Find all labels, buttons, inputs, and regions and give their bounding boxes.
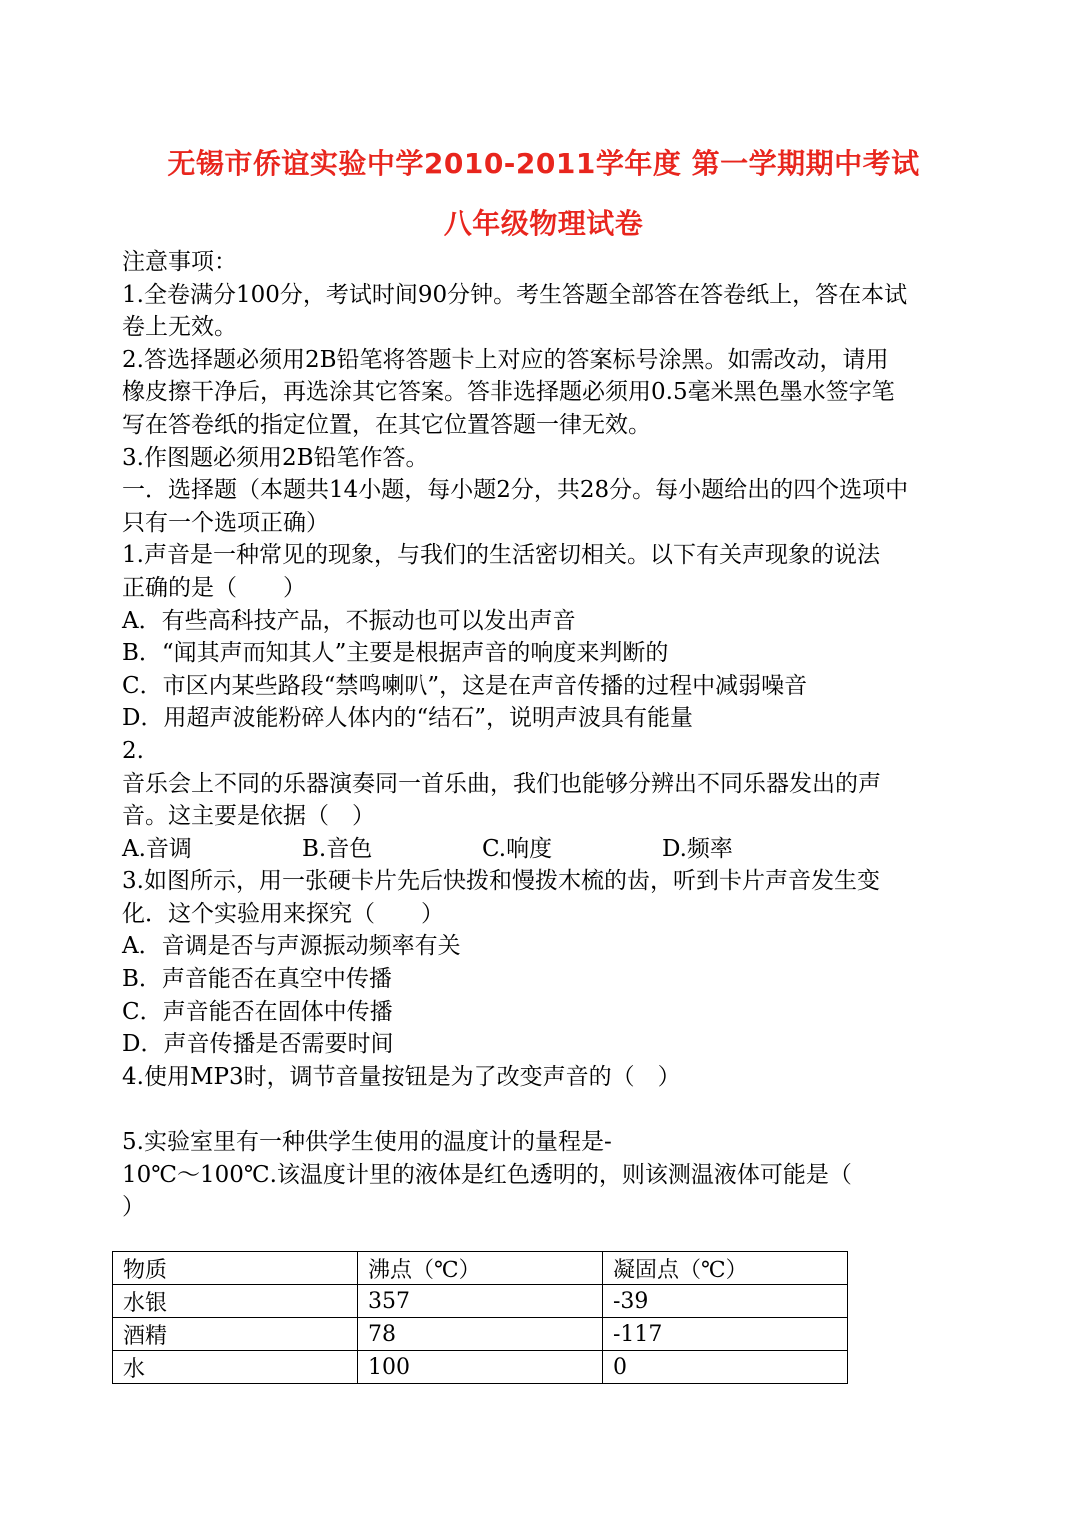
notice-line: 写在答卷纸的指定位置，在其它位置答题一律无效。 <box>122 411 651 438</box>
question-5-stem: ） <box>122 1194 145 1221</box>
exam-title: 无锡市侨谊实验中学2010-2011学年度 第一学期期中考试 <box>167 147 920 180</box>
exam-subtitle: 八年级物理试卷 <box>443 207 644 240</box>
question-2-option-a: A.音调 <box>122 835 192 862</box>
question-1-option-b: B．“闻其声而知其人”主要是根据声音的响度来判断的 <box>122 640 669 667</box>
blank-line <box>122 1093 967 1126</box>
question-1-stem: 正确的是（ ） <box>122 574 306 601</box>
table-cell: 水银 <box>113 1285 358 1318</box>
substance-table <box>112 1251 848 1384</box>
table-cell: 78 <box>358 1318 603 1351</box>
table-cell: 357 <box>358 1285 603 1318</box>
exam-content <box>122 246 967 1224</box>
table-header-row <box>113 1252 848 1285</box>
table-row <box>113 1351 848 1384</box>
question-2-options <box>122 833 967 866</box>
question-2-option-c: C.响度 <box>482 835 553 862</box>
notice-heading: 注意事项： <box>122 249 237 275</box>
table-cell: 酒精 <box>113 1318 358 1351</box>
question-1-option-c: C．市区内某些路段“禁鸣喇叭”，这是在声音传播的过程中减弱噪音 <box>122 672 808 699</box>
notice-line: 1.全卷满分100分，考试时间90分钟。考生答题全部答在答卷纸上，答在本试 <box>122 281 908 308</box>
table-row <box>113 1318 848 1351</box>
question-1-option-d: D．用超声波能粉碎人体内的“结石”，说明声波具有能量 <box>122 705 693 732</box>
question-3-stem: 3.如图所示，用一张硬卡片先后快拨和慢拨木梳的齿，听到卡片声音发生变 <box>122 868 880 895</box>
substance-table-wrapper <box>112 1251 848 1384</box>
question-5-stem: 5.实验室里有一种供学生使用的温度计的量程是- <box>122 1129 612 1156</box>
question-1-stem: 1.声音是一种常见的现象，与我们的生活密切相关。以下有关声现象的说法 <box>122 542 880 569</box>
table-cell: 0 <box>603 1351 848 1384</box>
section-heading: 只有一个选项正确） <box>122 509 329 536</box>
question-2-stem: 音乐会上不同的乐器演奏同一首乐曲，我们也能够分辨出不同乐器发出的声 <box>122 770 881 797</box>
table-cell: 100 <box>358 1351 603 1384</box>
question-3-stem: 化．这个实验用来探究（ ） <box>122 900 444 927</box>
question-2-number: 2. <box>122 737 144 764</box>
question-3-option-b: B．声音能否在真空中传播 <box>122 966 392 993</box>
table-cell: 水 <box>113 1351 358 1384</box>
question-4-stem: 4.使用MP3时，调节音量按钮是为了改变声音的（ ） <box>122 1063 681 1090</box>
notice-line: 3.作图题必须用2B铅笔作答。 <box>122 444 429 471</box>
question-2-stem: 音。这主要是依据（ ） <box>122 803 375 830</box>
notice-line: 橡皮擦干净后，再选涂其它答案。答非选择题必须用0.5毫米黑色墨水签字笔 <box>122 379 895 406</box>
question-2-option-d: D.频率 <box>662 835 733 862</box>
table-header-cell: 物质 <box>113 1252 358 1285</box>
table-header-cell: 凝固点（℃） <box>603 1252 848 1285</box>
notice-line: 卷上无效。 <box>122 314 237 341</box>
table-cell: -117 <box>603 1318 848 1351</box>
table-cell: -39 <box>603 1285 848 1318</box>
question-1-option-a: A．有些高科技产品，不振动也可以发出声音 <box>122 607 576 634</box>
question-2-option-b: B.音色 <box>302 835 373 862</box>
table-header-cell: 沸点（℃） <box>358 1252 603 1285</box>
question-3-option-d: D．声音传播是否需要时间 <box>122 1031 394 1058</box>
question-3-option-a: A．音调是否与声源振动频率有关 <box>122 933 461 960</box>
question-5-stem: 10℃～100℃.该温度计里的液体是红色透明的，则该测温液体可能是（ <box>122 1161 852 1188</box>
table-row <box>113 1285 848 1318</box>
notice-line: 2.答选择题必须用2B铅笔将答题卡上对应的答案标号涂黑。如需改动，请用 <box>122 346 889 373</box>
section-heading: 一．选择题（本题共14小题，每小题2分，共28分。每小题给出的四个选项中 <box>122 477 909 504</box>
question-3-option-c: C．声音能否在固体中传播 <box>122 998 393 1025</box>
